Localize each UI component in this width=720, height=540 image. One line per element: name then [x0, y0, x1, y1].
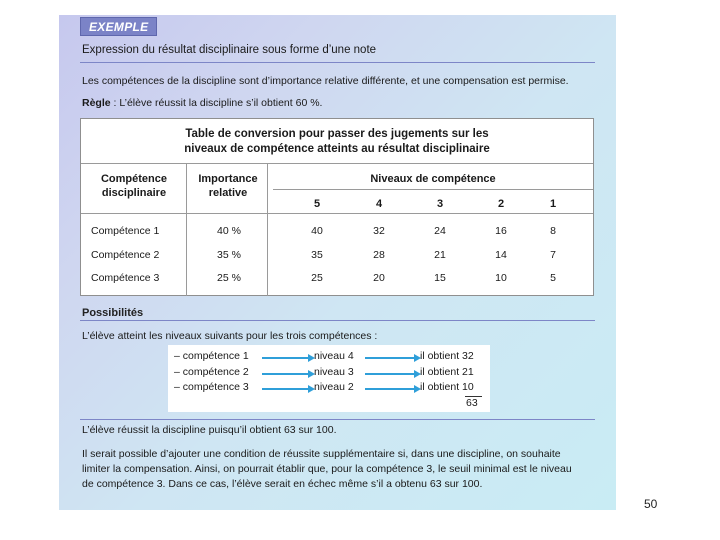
row2-val-5: 35 — [311, 249, 323, 261]
row3-val-3: 15 — [434, 272, 446, 284]
heading-divider — [80, 62, 595, 63]
poss-line2-result: il obtient 21 — [420, 366, 474, 378]
row1-val-1: 8 — [550, 225, 556, 237]
arrow-right-icon — [262, 357, 309, 359]
rule-body: : L’élève réussit la discipline s’il obtient 60 %. — [110, 97, 323, 109]
rule-text — [82, 97, 597, 109]
conclusion-divider — [80, 419, 595, 420]
poss-line3-competence: – compétence 3 — [174, 381, 249, 393]
header-importance — [189, 172, 267, 200]
row1-val-2: 16 — [495, 225, 507, 237]
extra-line1: Il serait possible d’ajouter une condition de réussite supplémentaire si, dans une discipline, on souhaite — [82, 448, 561, 460]
conclusion-text: L’élève réussit la discipline puisqu’il obtient 63 sur 100. — [82, 424, 337, 436]
level-2: 2 — [497, 198, 505, 210]
arrow-right-icon — [262, 373, 309, 375]
table-col-divider-1 — [186, 163, 187, 296]
table-title-line1: Table de conversion pour passer des jugements sur les — [185, 128, 489, 140]
row1-importance: 40 % — [217, 225, 241, 237]
intro-text: Les compétences de la discipline sont d’importance relative différente, et une compensation est permise. — [82, 75, 569, 87]
poss-line2-competence: – compétence 2 — [174, 366, 249, 378]
poss-line2-level: niveau 3 — [314, 366, 354, 378]
arrow-right-icon — [365, 357, 415, 359]
table-header-divider — [81, 213, 593, 214]
arrow-right-icon — [365, 373, 415, 375]
conversion-table — [80, 118, 594, 296]
page-number: 50 — [644, 497, 658, 511]
row1-name: Compétence 1 — [91, 225, 160, 237]
table-title-line2: niveaux de compétence atteints au résultat disciplinaire — [184, 143, 490, 155]
row3-val-2: 10 — [495, 272, 507, 284]
row3-importance: 25 % — [217, 272, 241, 284]
table-title-divider — [81, 163, 593, 164]
possibilities-divider — [80, 320, 595, 321]
row1-val-5: 40 — [311, 225, 323, 237]
row2-name: Compétence 2 — [91, 249, 160, 261]
header-levels: Niveaux de compétence — [370, 173, 496, 185]
header-competence-line1: Compétence — [100, 173, 168, 185]
row2-val-1: 7 — [550, 249, 556, 261]
example-tag: EXEMPLE — [80, 17, 157, 36]
extra-line3: de compétence 3. Dans ce cas, l’élève serait en échec même s’il a obtenu 63 sur 100. — [82, 478, 483, 490]
row1-val-4: 32 — [373, 225, 385, 237]
possibilities-title: Possibilités — [82, 307, 144, 319]
header-importance-line2: relative — [208, 187, 248, 199]
extra-line2: limiter la compensation. Ainsi, on pourrait établir que, pour la compétence 3, le seuil minimal est le niveau — [82, 463, 572, 475]
row2-val-2: 14 — [495, 249, 507, 261]
level-5: 5 — [313, 198, 321, 210]
row1-val-3: 24 — [434, 225, 446, 237]
extra-paragraph — [82, 447, 597, 492]
row3-val-1: 5 — [550, 272, 556, 284]
possibilities-box — [168, 345, 490, 412]
row3-val-5: 25 — [311, 272, 323, 284]
table-levels-divider — [273, 189, 593, 190]
example-heading: Expression du résultat disciplinaire sous forme d’une note — [82, 44, 377, 56]
level-4: 4 — [375, 198, 383, 210]
header-importance-line1: Importance — [198, 173, 258, 185]
table-title — [81, 127, 593, 157]
level-3: 3 — [436, 198, 444, 210]
row2-importance: 35 % — [217, 249, 241, 261]
poss-line1-result: il obtient 32 — [420, 350, 474, 362]
row2-val-3: 21 — [434, 249, 446, 261]
row3-name: Compétence 3 — [91, 272, 160, 284]
row3-val-4: 20 — [373, 272, 385, 284]
header-competence — [85, 172, 183, 200]
table-col-divider-2 — [267, 163, 268, 296]
level-1: 1 — [549, 198, 557, 210]
possibilities-intro: L’élève atteint les niveaux suivants pour les trois compétences : — [82, 330, 378, 342]
rule-label: Règle — [82, 97, 111, 109]
poss-total: 63 — [466, 397, 478, 409]
arrow-right-icon — [262, 388, 309, 390]
poss-line3-result: il obtient 10 — [420, 381, 474, 393]
poss-line1-level: niveau 4 — [314, 350, 354, 362]
poss-line3-level: niveau 2 — [314, 381, 354, 393]
header-competence-line2: disciplinaire — [101, 187, 167, 199]
arrow-right-icon — [365, 388, 415, 390]
poss-line1-competence: – compétence 1 — [174, 350, 249, 362]
row2-val-4: 28 — [373, 249, 385, 261]
